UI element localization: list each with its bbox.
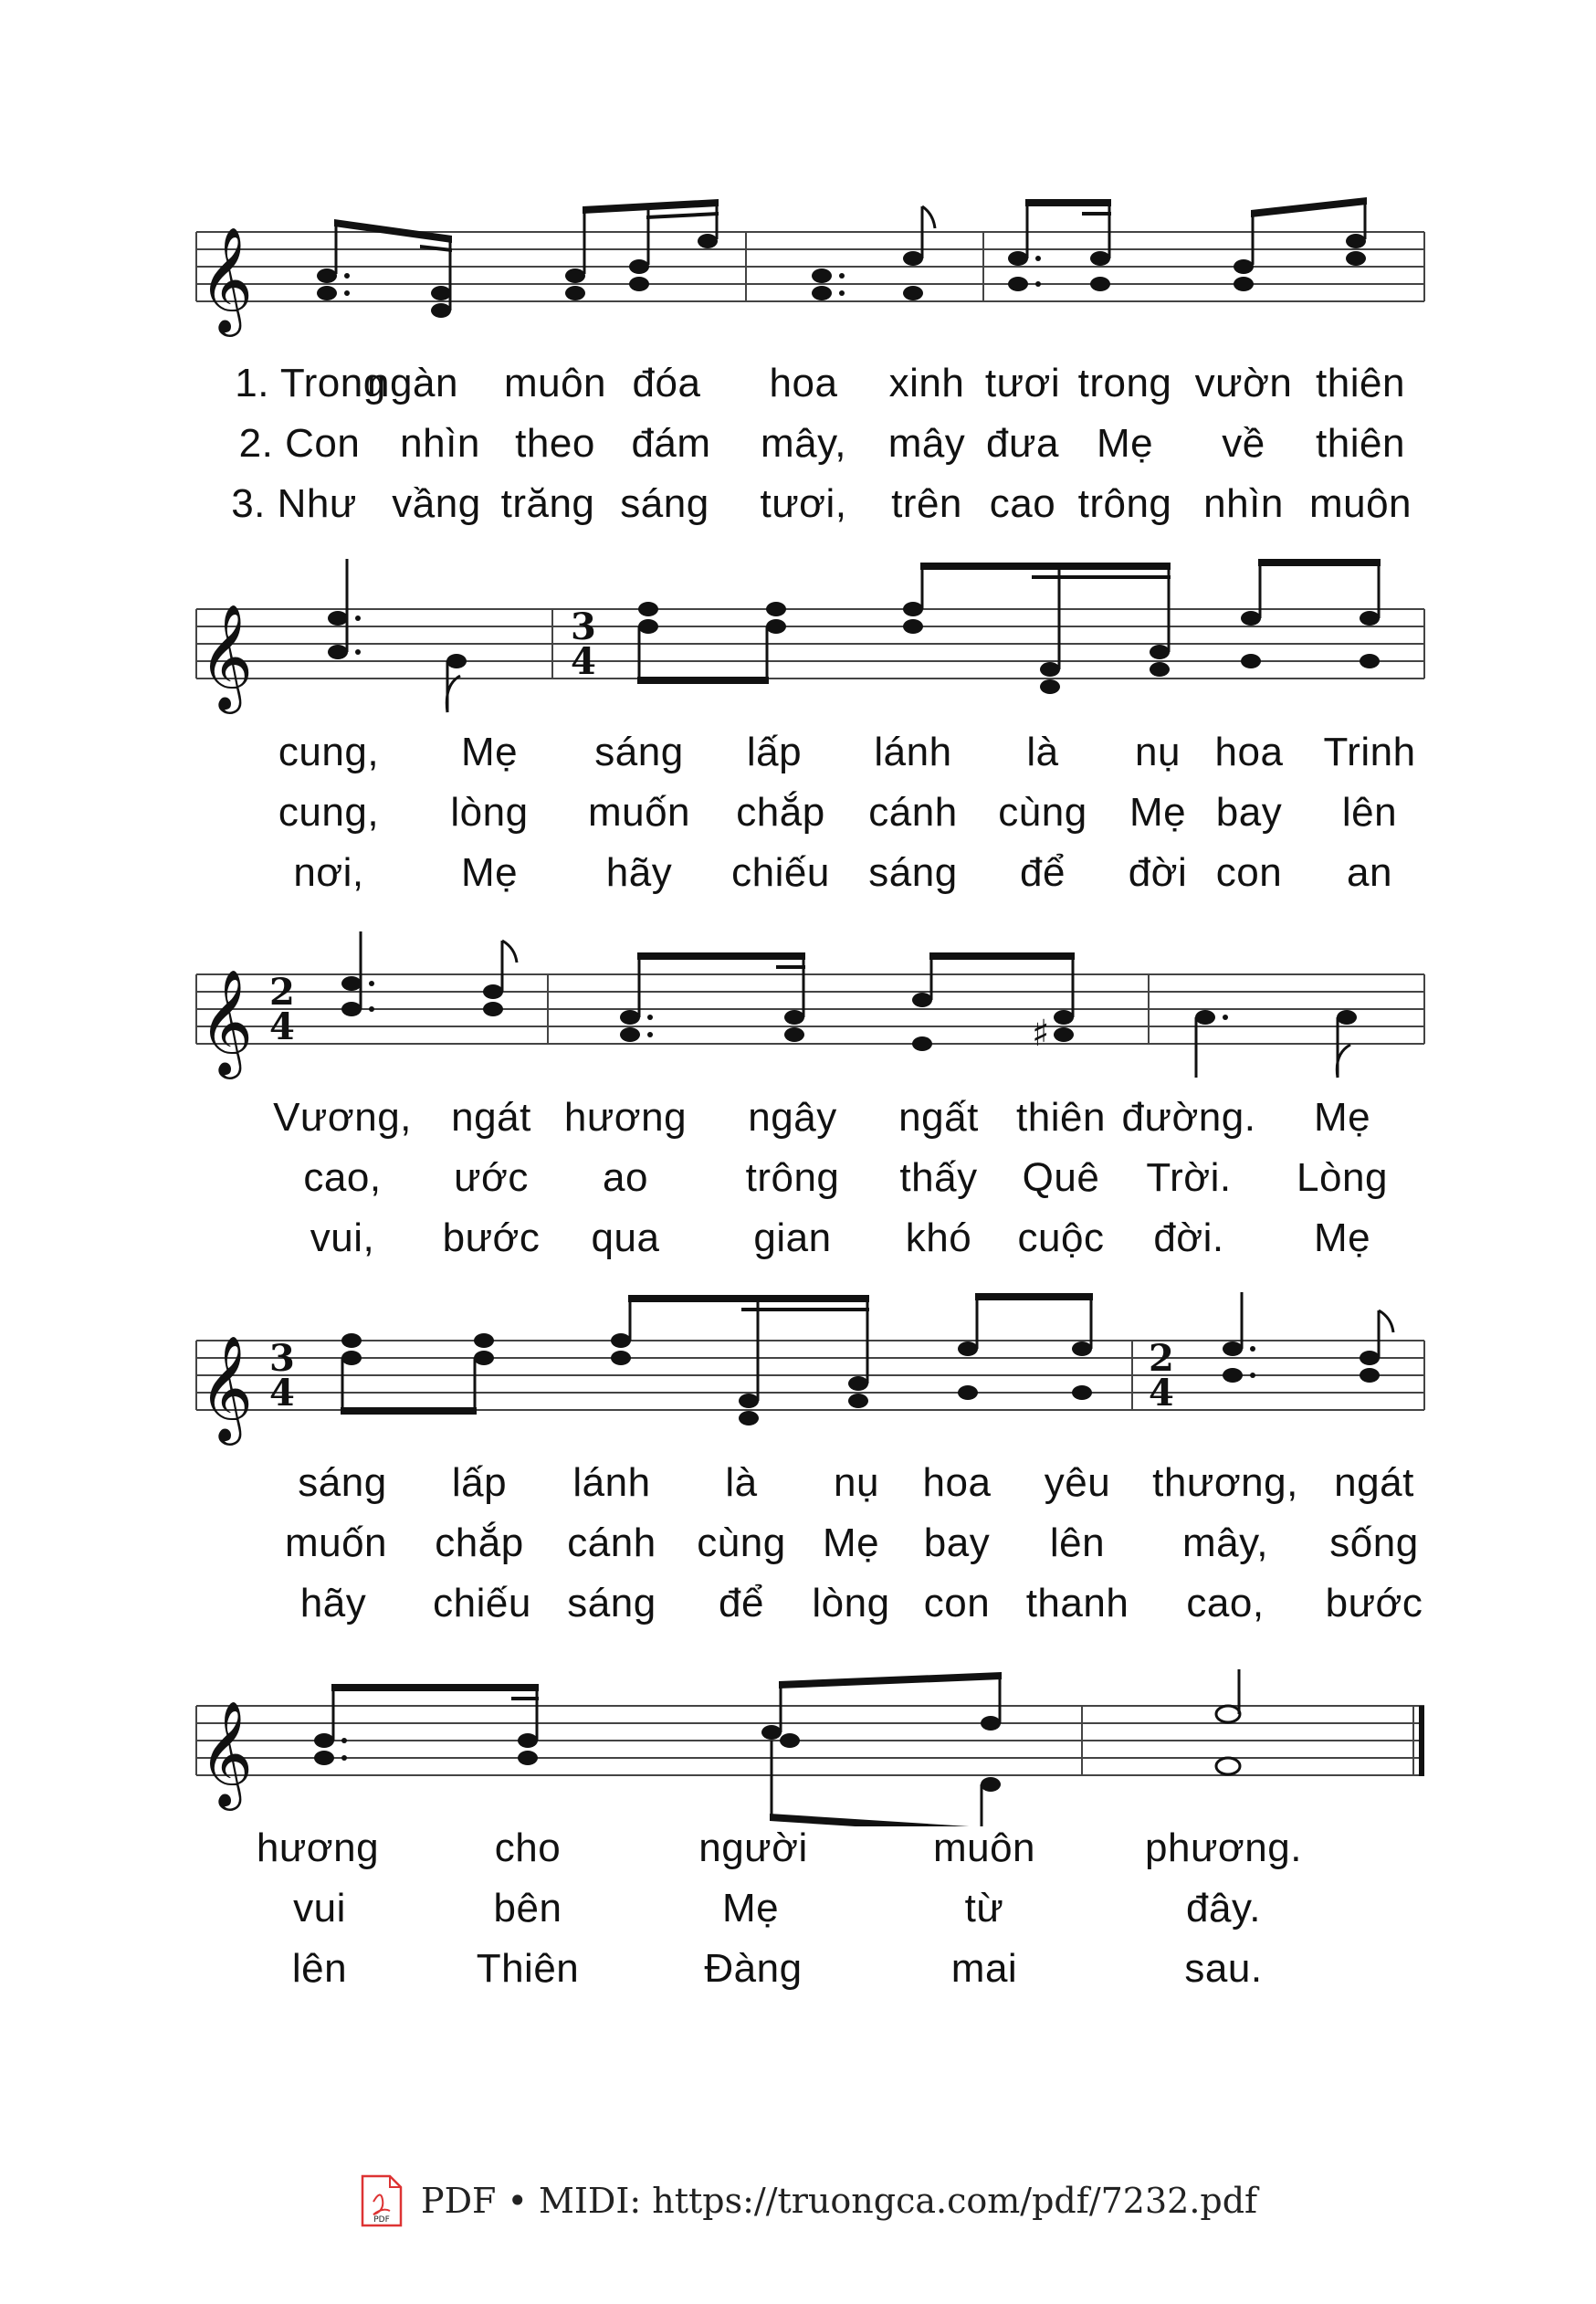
lyric-syllable: hương [256,1825,380,1870]
lyric-syllable: trông [1077,481,1172,526]
lyric-syllable: Trời. [1146,1155,1232,1200]
lyric-syllable: gian [753,1215,832,1260]
lyric-syllable: Mẹ [1313,1215,1371,1260]
lyric-syllable: chắp [736,790,825,835]
lyric-syllable: vầng [392,481,481,526]
lyric-syllable: bước [442,1215,541,1260]
lyric-syllable: bay [923,1520,991,1565]
final-barline [1419,1706,1424,1776]
lyric-syllable: Mẹ [721,1886,780,1931]
lyric-syllable: sáng [594,730,684,774]
lyric-syllable: Vương, [273,1095,412,1140]
lyric-syllable: cho [494,1825,562,1870]
lyric-syllable: lên [291,1946,348,1991]
lyric-syllable: cùng [998,790,1087,835]
lyric-syllable: Quê [1022,1155,1100,1200]
lyric-syllable: hương [563,1095,688,1140]
lyric-syllable: ngát [451,1095,531,1140]
lyric-syllable: trông [745,1155,840,1200]
lyric-syllable: Trinh [1323,730,1416,774]
lyric-syllable: nhìn [400,421,480,466]
lyric-syllable: cao, [1186,1581,1265,1625]
lyric-syllable: từ [964,1886,1004,1931]
lyric-syllable: bước [1325,1581,1423,1625]
lyric-syllable: qua [591,1215,660,1260]
lyric-syllable: 1. Trong [235,361,386,405]
lyric-syllable: mây, [1181,1520,1269,1565]
lyric-syllable: Đàng [704,1946,803,1991]
lyric-syllable: đây. [1186,1886,1261,1931]
svg-text:4: 4 [269,1005,295,1048]
lyric-syllable: cuộc [1017,1215,1105,1260]
lyric-syllable: an [1347,850,1392,895]
lyric-syllable: thiên [1316,421,1405,466]
lyric-syllable: đời. [1153,1215,1224,1260]
lyric-syllable: đường. [1121,1095,1256,1140]
lyric-syllable: ngây [748,1095,837,1140]
footer-url-text[interactable]: PDF • MIDI: https://truongca.com/pdf/7232.pdf [421,2181,1258,2221]
lyric-syllable: sau. [1184,1946,1263,1991]
lyric-syllable: thương, [1152,1460,1298,1505]
lyric-syllable: Mẹ [822,1520,880,1565]
lyric-syllable: tươi, [760,481,847,526]
lyric-syllable: muôn [932,1825,1036,1870]
lyric-syllable: là [725,1460,758,1505]
lyric-syllable: mai [950,1946,1018,1991]
lyric-syllable: ngát [1334,1460,1414,1505]
lyric-syllable: sống [1329,1520,1419,1565]
lyric-syllable: sáng [298,1460,387,1505]
lyric-syllable: Mẹ [460,730,519,774]
lyric-syllable: thiên [1316,361,1405,405]
pdf-file-icon [361,2174,403,2227]
lyric-syllable: xinh [888,361,965,405]
lyric-syllable: nụ [834,1460,879,1505]
treble-clef-icon: 𝄞 [199,603,254,710]
lyric-syllable: hoa [922,1460,992,1505]
lyric-syllable: Lòng [1297,1155,1388,1200]
lyric-syllable: muôn [503,361,607,405]
lyric-syllable: là [1026,730,1059,774]
lyric-syllable: lấp [746,730,803,774]
lyric-syllable: người [698,1825,808,1870]
lyric-syllable: lấp [451,1460,508,1505]
lyric-syllable: cao, [303,1155,382,1200]
lyric-syllable: ngàn [367,361,458,405]
sharp-icon: ♯ [1032,1013,1050,1055]
lyric-syllable: bay [1215,790,1283,835]
lyric-syllable: 2. Con [238,421,361,466]
lyric-syllable: sáng [567,1581,656,1625]
lyric-syllable: Mẹ [1129,790,1187,835]
lyric-syllable: mây, [760,421,847,466]
lyric-syllable: ngất [898,1095,979,1140]
lyric-syllable: theo [515,421,595,466]
svg-text:3: 3 [571,605,596,648]
lyric-syllable: mây [887,421,966,466]
lyric-syllable: chiếu [731,850,830,895]
lyric-syllable: về [1222,421,1265,466]
lyric-syllable: sáng [620,481,709,526]
lyric-syllable: hoa [769,361,838,405]
treble-clef-icon: 𝄞 [199,226,254,332]
lyric-syllable: tươi [984,361,1061,405]
svg-text:4: 4 [1149,1372,1174,1415]
lyric-syllable: cùng [697,1520,786,1565]
lyric-syllable: đời [1128,850,1188,895]
lyric-syllable: lòng [812,1581,890,1625]
lyric-syllable: muốn [284,1520,388,1565]
treble-clef-icon: 𝄞 [199,968,254,1075]
lyric-syllable: đưa [986,421,1059,466]
lyric-syllable: Mẹ [460,850,519,895]
svg-text:PDF: PDF [373,2215,390,2225]
lyric-syllable: muốn [587,790,691,835]
lyric-syllable: sáng [868,850,958,895]
lyric-syllable: 3. Như [231,481,357,526]
lyric-syllable: trên [891,481,962,526]
lyric-syllable: lên [1341,790,1398,835]
lyric-syllable: lên [1049,1520,1106,1565]
lyric-syllable: lánh [874,730,952,774]
lyric-syllable: trăng [500,481,595,526]
lyric-syllable: phương. [1145,1825,1302,1870]
lyric-syllable: bên [493,1886,562,1931]
footer-link[interactable] [361,2173,1257,2228]
lyric-syllable: vui [293,1886,346,1931]
lyric-syllable: vườn [1194,361,1293,405]
lyric-syllable: nhìn [1203,481,1284,526]
lyric-syllable: chiếu [433,1581,531,1625]
svg-text:4: 4 [269,1372,295,1415]
lyric-syllable: thiên [1016,1095,1106,1140]
treble-clef-icon: 𝄞 [199,1334,254,1441]
lyric-syllable: vui, [310,1215,375,1260]
lyric-syllable: Mẹ [1313,1095,1371,1140]
lyric-syllable: cánh [567,1520,656,1565]
lyric-syllable: khó [905,1215,972,1260]
treble-clef-icon: 𝄞 [199,1699,254,1806]
lyric-syllable: lòng [450,790,529,835]
lyric-syllable: con [923,1581,991,1625]
lyric-syllable: ước [454,1155,529,1200]
svg-text:3: 3 [269,1337,295,1380]
svg-text:2: 2 [269,971,295,1014]
lyric-syllable: muôn [1308,481,1412,526]
svg-text:4: 4 [571,640,596,683]
lyric-syllable: hoa [1214,730,1284,774]
lyric-syllable: nụ [1135,730,1181,774]
lyric-syllable: Thiên [476,1946,580,1991]
lyric-syllable: thấy [899,1155,978,1200]
lyric-syllable: để [1020,850,1066,895]
lyric-syllable: hãy [299,1581,367,1625]
lyric-syllable: thanh [1025,1581,1129,1625]
svg-text:2: 2 [1149,1337,1174,1380]
lyric-syllable: trong [1077,361,1172,405]
lyric-syllable: cao [989,481,1056,526]
lyric-syllable: cánh [868,790,958,835]
lyric-syllable: đóa [632,361,701,405]
lyric-syllable: nơi, [293,850,364,895]
lyric-syllable: cung, [278,790,380,835]
lyric-syllable: cung, [278,730,380,774]
lyric-syllable: chắp [435,1520,524,1565]
lyric-syllable: ao [603,1155,648,1200]
lyric-syllable: hãy [605,850,673,895]
lyric-syllable: để [719,1581,764,1625]
lyric-syllable: yêu [1044,1460,1111,1505]
lyric-syllable: Mẹ [1096,421,1154,466]
lyric-syllable: con [1215,850,1283,895]
lyric-syllable: lánh [572,1460,651,1505]
lyric-syllable: đám [631,421,711,466]
